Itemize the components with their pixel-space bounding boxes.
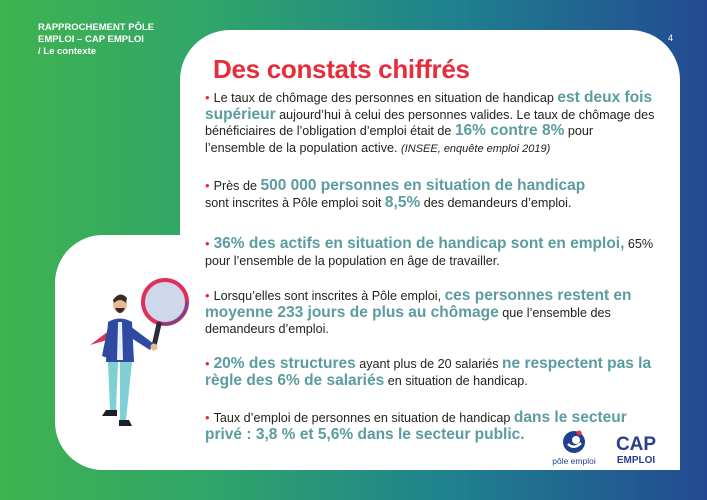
fact-paragraph-5 — [205, 356, 670, 389]
man-with-magnifier-illustration — [80, 270, 200, 435]
fact-1-text-a: Le taux de chômage des personnes en situation de handicap — [213, 91, 558, 105]
fact-4-text-c: que l’ensemble des demandeurs d’emploi. — [205, 305, 611, 336]
page-title: Des constats chiffrés — [213, 54, 470, 84]
context-line-1: RAPPROCHEMENT PÔLE — [38, 22, 155, 33]
fact-5-text-d: en situation de handicap. — [384, 373, 528, 388]
fact-1-text-c: aujourd’hui à celui des personnes valides. Le taux de chômage des bénéficiaires de l’obligation d’emploi était de — [205, 107, 655, 138]
fact-1-source: (INSEE, enquête emploi 2019) — [401, 142, 551, 155]
context-line-2: EMPLOI – CAP EMPLOI — [38, 34, 144, 45]
context-label — [38, 22, 198, 58]
fact-2-highlight-d: 8,5% — [384, 193, 421, 211]
context-line-3: / Le contexte — [38, 46, 97, 57]
fact-2-text-a: Près de — [213, 179, 261, 193]
fact-4-highlight-b: ces personnes restent en moyenne 233 jours de plus au chômage — [205, 287, 632, 321]
fact-5-highlight-a: 20% des structures — [213, 355, 356, 372]
cap-emploi-logo — [616, 434, 656, 466]
fact-5-highlight-c: ne respectent pas la règle des 6% de salariés — [205, 355, 652, 389]
fact-1-highlight-b: est deux fois supérieur — [205, 89, 653, 123]
bullet-icon: • — [205, 90, 210, 105]
fact-4-text-a: Lorsqu’elles sont inscrites à Pôle emploi, — [213, 289, 445, 303]
page-number: 4 — [668, 33, 674, 43]
bullet-icon: • — [205, 288, 210, 303]
fact-paragraph-2 — [205, 178, 595, 211]
fact-2-text-c: sont inscrites à Pôle emploi soit — [205, 195, 385, 210]
emploi-logo-text: EMPLOI — [616, 455, 656, 466]
pole-emploi-logo-text: pôle emploi — [552, 456, 596, 466]
fact-6-text-a: Taux d’emploi de personnes en situation de handicap — [213, 411, 514, 425]
fact-3-text-b: 65% pour l’ensemble de la population en âge de travailler. — [205, 237, 654, 268]
fact-1-highlight-d: 16% contre 8% — [454, 122, 565, 139]
fact-paragraph-3 — [205, 236, 665, 269]
bullet-icon: • — [205, 236, 210, 251]
fact-paragraph-4 — [205, 288, 655, 338]
bullet-icon: • — [205, 410, 210, 425]
fact-3-highlight-a: 36% des actifs en situation de handicap sont en emploi, — [213, 235, 625, 252]
cap-logo-text: CAP — [615, 434, 657, 455]
fact-6-highlight-b: dans le secteur privé : 3,8 % et 5,6% dans le secteur public. — [205, 409, 627, 443]
fact-5-text-b: ayant plus de 20 salariés — [355, 357, 503, 371]
fact-paragraph-1 — [205, 90, 655, 157]
fact-2-text-e: des demandeurs d’emploi. — [420, 195, 572, 210]
fact-2-highlight-b: 500 000 personnes en situation de handicap — [260, 177, 586, 194]
pole-emploi-logo — [552, 431, 596, 467]
fact-1-text-e: pour l’ensemble de la population active. — [205, 124, 594, 155]
partner-logos — [548, 428, 666, 470]
magnifier-icon — [143, 280, 187, 346]
bullet-icon: • — [205, 356, 210, 371]
bullet-icon: • — [205, 178, 210, 193]
